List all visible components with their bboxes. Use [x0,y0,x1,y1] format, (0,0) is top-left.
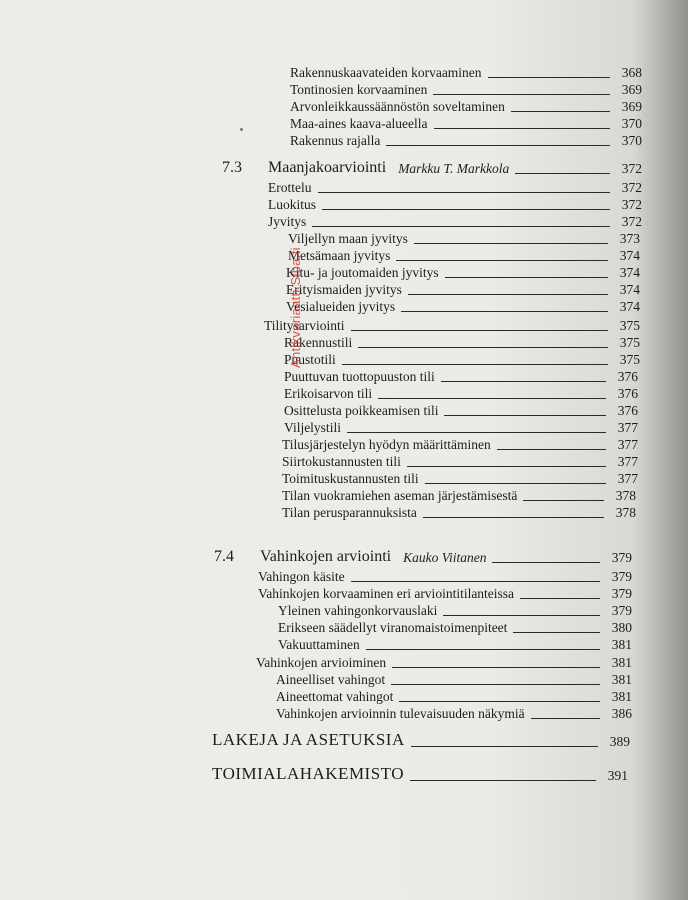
toc-label: Vahinkojen korvaaminen eri arviointitilanteissa [258,586,515,601]
dot-leader [408,294,608,295]
toc-entry [284,335,640,351]
dot-leader [520,598,600,599]
toc-backmatter-entry [212,730,630,750]
toc-entry [282,471,638,487]
dot-leader [358,347,608,348]
toc-page-number: 370 [621,116,642,131]
toc-page-number: 374 [619,282,640,297]
dot-leader [391,684,600,685]
dot-leader [445,277,608,278]
toc-entry [284,386,638,402]
toc-entry [278,603,632,619]
toc-page-number: 378 [615,505,636,520]
dot-leader [443,615,600,616]
toc-entry [282,505,636,521]
toc-page-number: 372 [621,214,642,229]
toc-page-number: 391 [607,768,628,783]
section-number: 7.3 [222,159,242,176]
toc-page-number: 375 [619,318,640,333]
dot-leader [492,562,600,563]
toc-label: Metsämaan jyvitys [288,248,391,263]
toc-entry [264,318,640,334]
toc-entry [288,231,640,247]
dot-leader [392,667,600,668]
toc-entry [258,586,632,602]
dot-leader [351,581,600,582]
toc-page-number: 381 [611,672,632,687]
dot-leader [433,94,610,95]
toc-label: Tilusjärjestelyn hyödyn määrittäminen [282,437,491,452]
dot-leader [523,500,604,501]
dot-leader [351,330,608,331]
toc-label: Tilan perusparannuksista [282,505,417,520]
toc-label: Toimituskustannusten tili [282,471,419,486]
toc-label: Tilan vuokramiehen aseman järjestämisestä [282,488,518,503]
toc-page-number: 368 [621,65,642,80]
toc-page-number: 377 [617,471,638,486]
toc-page-number: 380 [611,620,632,635]
toc-entry [284,369,638,385]
dot-leader [378,398,606,399]
toc-label: Siirtokustannusten tili [282,454,401,469]
toc-page-number: 379 [611,586,632,601]
paper-speck [240,128,243,131]
toc-label: Maa-aines kaava-alueella [290,116,428,131]
dot-leader [401,311,608,312]
toc-label: Vakuuttaminen [278,637,360,652]
dot-leader [434,128,610,129]
toc-page-number: 381 [611,655,632,670]
toc-label: Jyvitys [268,214,307,229]
toc-label: Luokitus [268,197,317,212]
toc-label: Rakennustili [284,335,353,350]
dot-leader [410,780,596,781]
dot-leader [322,209,610,210]
toc-entry [290,99,642,115]
toc-entry [290,116,642,132]
toc-entry [278,620,632,636]
toc-page-number: 378 [615,488,636,503]
dot-leader [318,192,611,193]
toc-page-number: 379 [611,550,632,565]
toc-page-number: 374 [619,248,640,263]
toc-entry [288,248,640,264]
toc-label: Vesialueiden jyvitys [286,299,396,314]
toc-backmatter-entry [212,764,628,784]
dot-leader [531,718,600,719]
toc-page-number: 370 [621,133,642,148]
dot-leader [366,649,600,650]
toc-section-heading [214,548,632,566]
dot-leader [407,466,606,467]
toc-entry [256,655,632,671]
toc-entry [284,420,638,436]
toc-page-number: 386 [611,706,632,721]
toc-label: Erikoisarvon tili [284,386,373,401]
toc-page-number: 374 [619,265,640,280]
toc-label: Erikseen säädellyt viranomaistoimenpiteet [278,620,508,635]
dot-leader [347,432,606,433]
toc-entry [276,672,632,688]
toc-page-number: 369 [621,82,642,97]
toc-page-number: 374 [619,299,640,314]
toc-entry [282,437,638,453]
toc-page-number: 376 [617,403,638,418]
dot-leader [396,260,608,261]
toc-entry [286,265,640,281]
toc-page-number: 372 [621,197,642,212]
toc-label: Tilitysarviointi [264,318,345,333]
toc-page-number: 375 [619,335,640,350]
toc-page-number: 379 [611,603,632,618]
dot-leader [342,364,608,365]
toc-label: Vahinkojen arviointi [260,548,392,565]
dot-leader [414,243,608,244]
toc-entry [290,133,642,149]
dot-leader [515,173,610,174]
dot-leader [444,415,606,416]
toc-label: LAKEJA JA ASETUKSIA [212,730,405,749]
toc-page-number: 372 [621,161,642,176]
toc-label: Tontinosien korvaaminen [290,82,428,97]
toc-entry [284,352,640,368]
toc-label: Rakennuskaavateiden korvaaminen [290,65,482,80]
dot-leader [441,381,606,382]
toc-page-number: 376 [617,386,638,401]
toc-page-number: 376 [617,369,638,384]
section-number: 7.4 [214,548,234,565]
toc-entry [282,488,636,504]
toc-label: Maanjakoarviointi [268,159,387,176]
toc-page-number: 377 [617,437,638,452]
dot-leader [312,226,610,227]
toc-label: Rakennus rajalla [290,133,381,148]
section-author: Markku T. Markkola [398,161,510,176]
toc-page-number: 369 [621,99,642,114]
toc-entry [290,65,642,81]
toc-page-number: 389 [609,734,630,749]
toc-entry [286,282,640,298]
toc-page-number: 377 [617,420,638,435]
toc-label: Viljelystili [284,420,341,435]
dot-leader [411,746,598,747]
toc-label: Vahinkojen arvioinnin tulevaisuuden näkymiä [276,706,525,721]
toc-entry [286,299,640,315]
dot-leader [511,111,610,112]
toc-label: Kitu- ja joutomaiden jyvitys [286,265,439,280]
dot-leader [488,77,610,78]
toc-label: Arvonleikkaussäännöstön soveltaminen [290,99,505,114]
toc-label: Aineettomat vahingot [276,689,394,704]
toc-label: Erityismaiden jyvitys [286,282,402,297]
toc-entry [278,637,632,653]
toc-page-number: 375 [619,352,640,367]
toc-page-number: 379 [611,569,632,584]
toc-entry [268,214,642,230]
toc-entry [290,82,642,98]
toc-entry [276,706,632,722]
dot-leader [423,517,604,518]
dot-leader [497,449,606,450]
toc-label: Puuttuvan tuottopuuston tili [284,369,435,384]
toc-entry [268,180,642,196]
toc-entry [282,454,638,470]
toc-label: Yleinen vahingonkorvauslaki [278,603,438,618]
toc-label: TOIMIALAHAKEMISTO [212,764,405,783]
toc-label: Aineelliset vahingot [276,672,386,687]
toc-entry [284,403,638,419]
toc-label: Erottelu [268,180,312,195]
toc-entry [268,197,642,213]
toc-page-number: 381 [611,637,632,652]
toc-label: Osittelusta poikkeamisen tili [284,403,439,418]
toc-page-number: 373 [619,231,640,246]
toc-label: Vahingon käsite [258,569,345,584]
toc-label: Puustotili [284,352,336,367]
dot-leader [386,145,610,146]
dot-leader [399,701,600,702]
toc-label: Viljellyn maan jyvitys [288,231,408,246]
toc-page-number: 381 [611,689,632,704]
dot-leader [513,632,600,633]
section-author: Kauko Viitanen [403,550,487,565]
watermark-stamp: Antikvariaatti Siba.fi [288,247,303,368]
toc-page-number: 377 [617,454,638,469]
dot-leader [425,483,606,484]
toc-entry [276,689,632,705]
toc-label: Vahinkojen arvioiminen [256,655,387,670]
toc-section-heading [222,159,642,177]
toc-entry [258,569,632,585]
toc-page-number: 372 [621,180,642,195]
